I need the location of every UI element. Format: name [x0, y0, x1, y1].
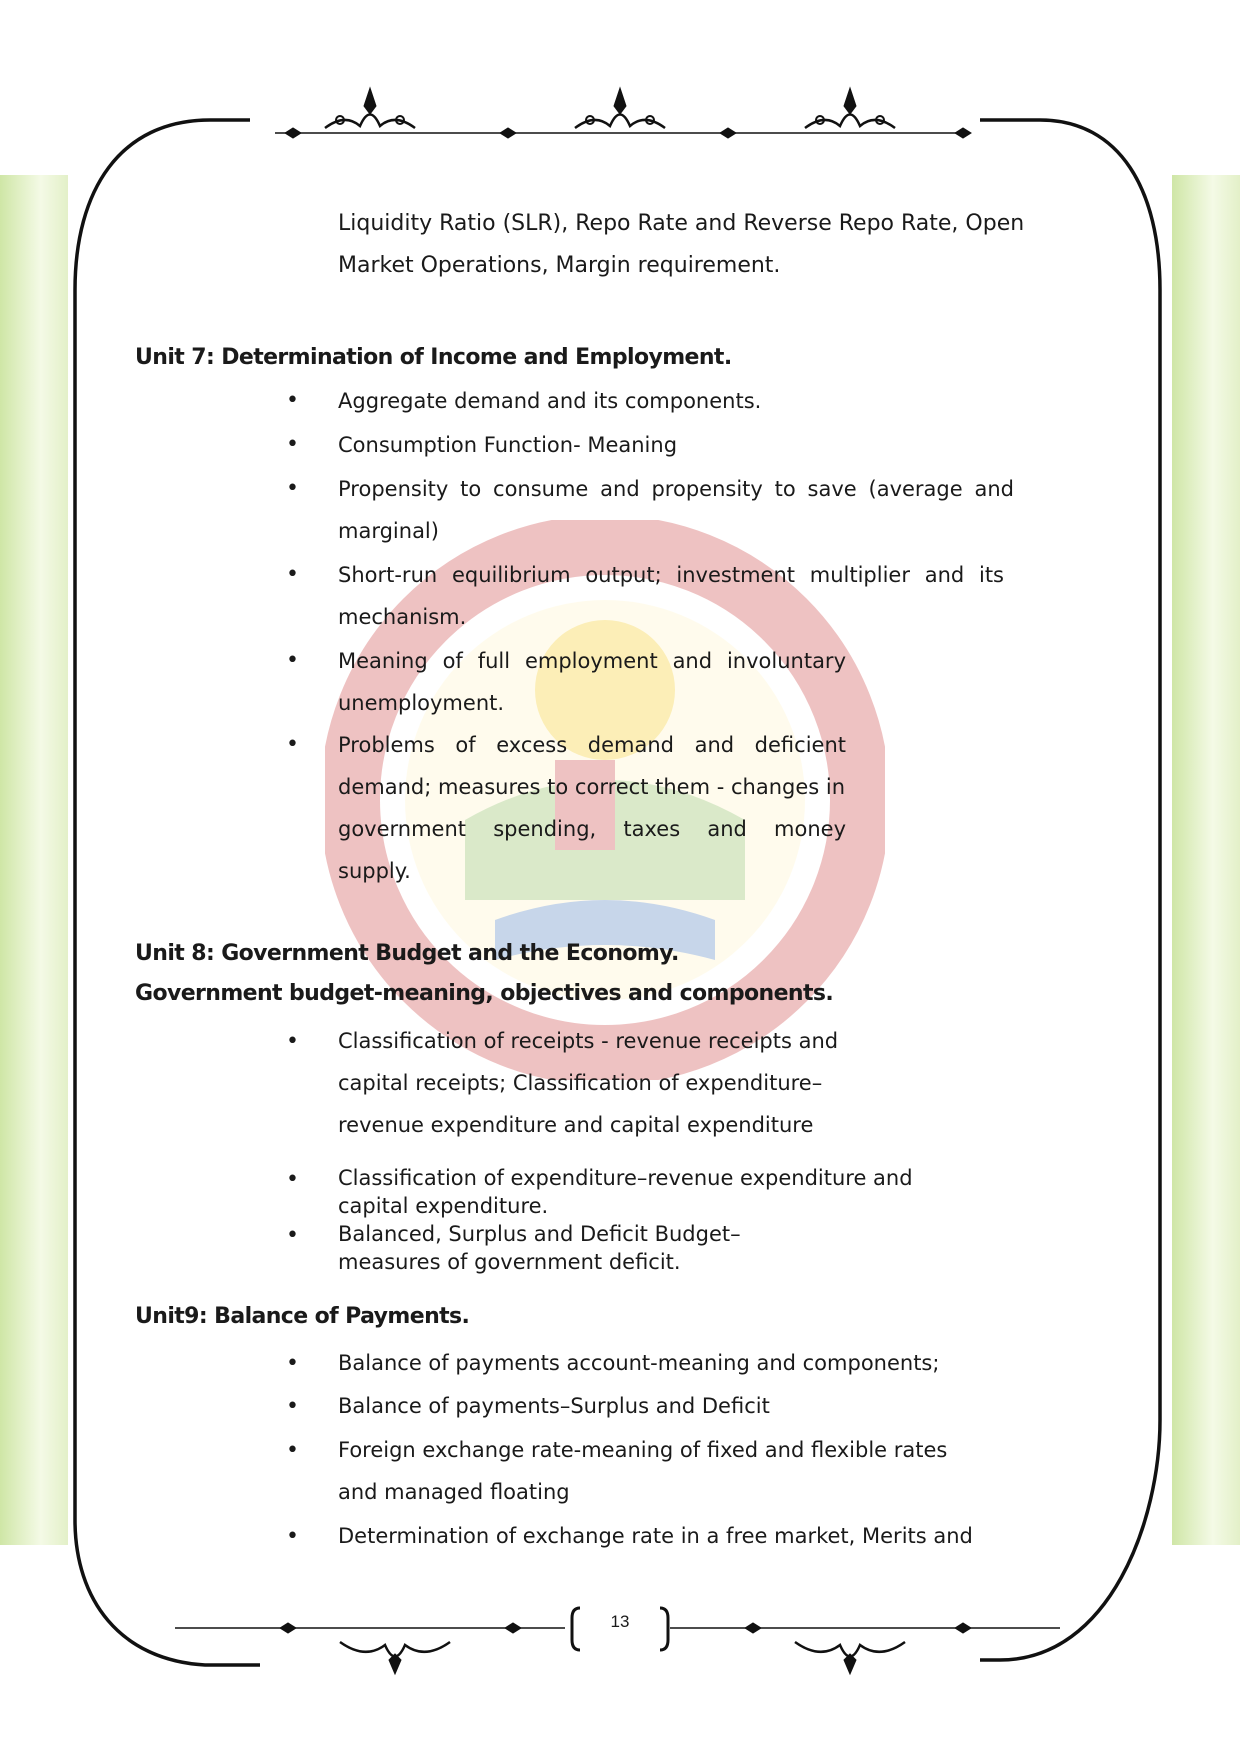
bullet-icon: •: [286, 476, 299, 501]
bullet-icon: •: [286, 1167, 299, 1192]
unit8-item-2: [338, 1164, 913, 1220]
list-item-line: Balance of payments account-meaning and components;: [338, 1351, 940, 1375]
unit8-heading: Unit 8: Government Budget and the Economy.: [135, 941, 679, 966]
bullet-icon: •: [286, 1438, 299, 1463]
list-item-line: Meaning of full employment and involuntary: [338, 649, 846, 673]
list-item-line: revenue expenditure and capital expenditure: [338, 1113, 814, 1137]
bullet-icon: •: [286, 648, 299, 673]
intro-line-1: Liquidity Ratio (SLR), Repo Rate and Reverse Repo Rate, Open: [338, 211, 1025, 236]
bullet-icon: •: [286, 1223, 299, 1248]
bullet-icon: •: [286, 1394, 299, 1419]
list-item-line: Aggregate demand and its components.: [338, 389, 762, 413]
unit9-item-3: [338, 1429, 947, 1513]
list-item-line: capital expenditure.: [338, 1194, 549, 1218]
list-item-line: mechanism.: [338, 605, 467, 629]
page-number: 13: [610, 1612, 630, 1631]
list-item-line: Foreign exchange rate-meaning of fixed and flexible rates: [338, 1438, 948, 1462]
list-item-line: Balance of payments–Surplus and Deficit: [338, 1394, 770, 1418]
list-item-line: capital receipts; Classification of expenditure–: [338, 1071, 823, 1095]
list-item-line: Balanced, Surplus and Deficit Budget–: [338, 1222, 741, 1246]
bullet-icon: •: [286, 388, 299, 413]
bullet-icon: •: [286, 1351, 299, 1376]
unit9-heading: Unit9: Balance of Payments.: [135, 1304, 470, 1329]
unit7-heading: Unit 7: Determination of Income and Employment.: [135, 345, 732, 370]
unit7-item-5: [338, 640, 846, 724]
list-item-line: government spending, taxes and money: [338, 817, 846, 841]
unit7-item-4: [338, 554, 1004, 638]
intro-line-2: Market Operations, Margin requirement.: [338, 253, 781, 278]
bullet-icon: •: [286, 1029, 299, 1054]
list-item-line: measures of government deficit.: [338, 1250, 681, 1274]
list-item-line: demand; measures to correct them - changes in: [338, 775, 846, 799]
unit7-item-1: [338, 380, 761, 422]
list-item-line: Consumption Function- Meaning: [338, 433, 678, 457]
list-item-line: Classification of receipts - revenue receipts and: [338, 1029, 839, 1053]
top-ornament-icon: [275, 88, 971, 138]
bullet-icon: •: [286, 562, 299, 587]
unit9-item-1: [338, 1342, 939, 1384]
bullet-icon: •: [286, 1524, 299, 1549]
unit8-item-3: [338, 1220, 741, 1276]
unit9-item-2: [338, 1385, 770, 1427]
list-item-line: Short-run equilibrium output; investment multiplier and its: [338, 563, 1004, 587]
list-item-line: and managed floating: [338, 1480, 570, 1504]
list-item-line: supply.: [338, 859, 411, 883]
list-item-line: Problems of excess demand and deficient: [338, 733, 846, 757]
bullet-icon: •: [286, 432, 299, 457]
list-item-line: unemployment.: [338, 691, 505, 715]
list-item-line: Determination of exchange rate in a free market, Merits and: [338, 1524, 973, 1548]
list-item-line: marginal): [338, 519, 439, 543]
unit7-item-2: [338, 424, 677, 466]
unit7-item-3: [338, 468, 1014, 552]
unit7-item-6: [338, 724, 846, 892]
list-item-line: Classification of expenditure–revenue expenditure and: [338, 1166, 913, 1190]
list-item-line: Propensity to consume and propensity to save (average and: [338, 477, 1014, 501]
unit9-item-4: [338, 1515, 973, 1557]
bullet-icon: •: [286, 732, 299, 757]
unit8-subheading: Government budget-meaning, objectives and components.: [135, 981, 834, 1006]
unit8-item-1: [338, 1020, 838, 1146]
